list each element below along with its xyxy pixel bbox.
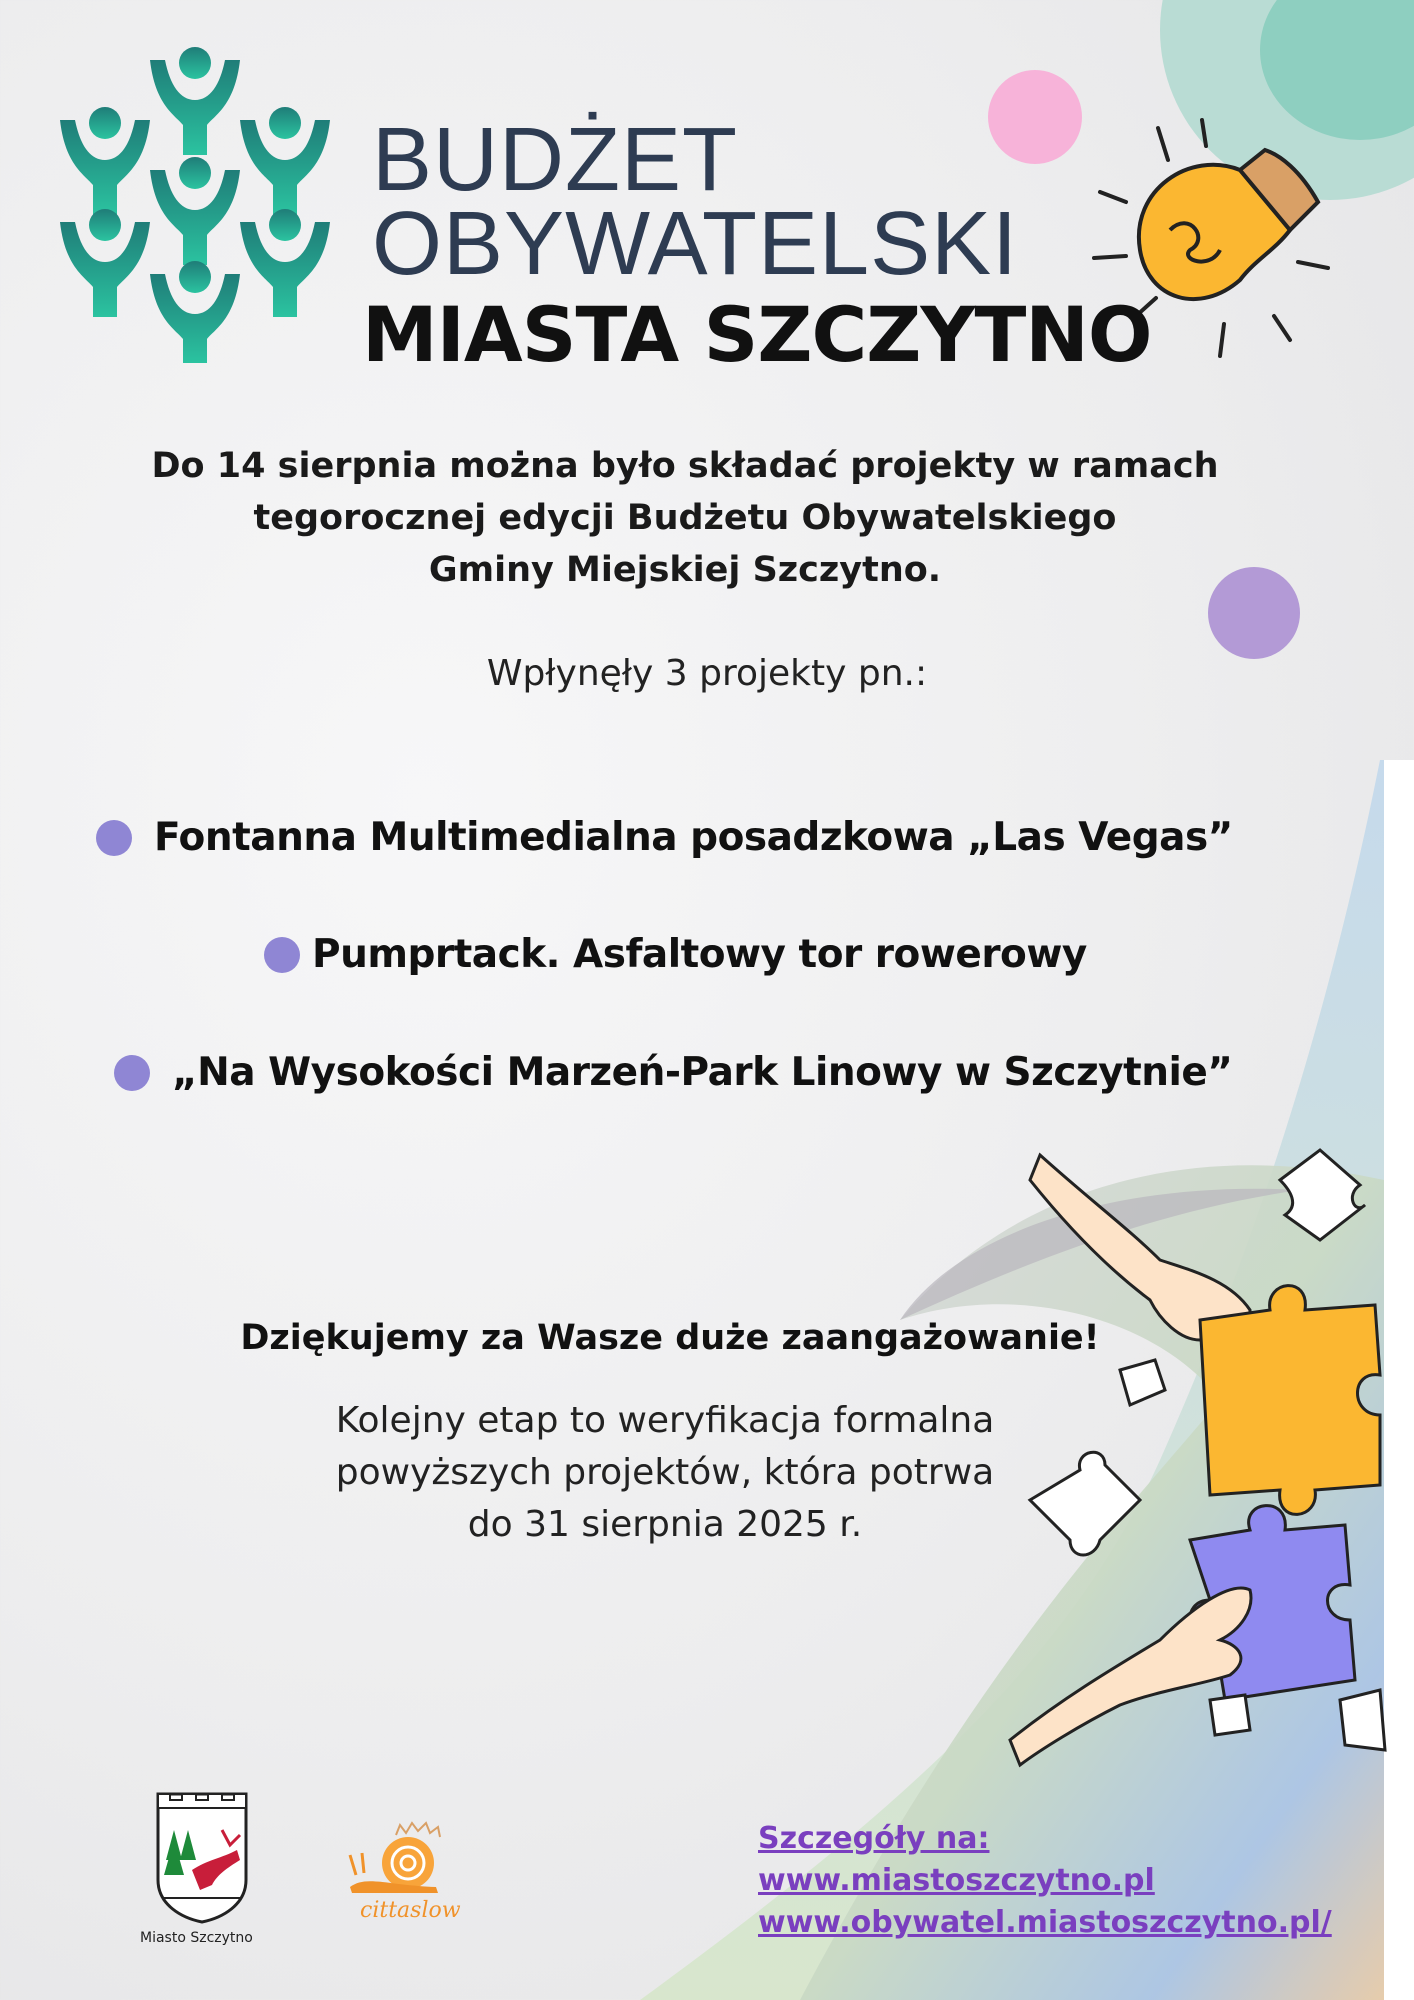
- details-links: [758, 1818, 1332, 1944]
- citizens-budget-logo-icon: [55, 45, 335, 365]
- intro-paragraph: [100, 440, 1270, 596]
- project-item: [96, 815, 1233, 860]
- title-line-1: BUDŻET: [372, 110, 738, 210]
- thanks-message: Dziękujemy za Wasze duże zaangażowanie!: [240, 1318, 1100, 1358]
- cittaslow-snail-logo: [346, 1815, 462, 1900]
- project-title: Pumprtack. Asfaltowy tor rowerowy: [312, 932, 1087, 977]
- szczytno-crest-logo: [152, 1790, 252, 1925]
- project-title: Fontanna Multimedialna posadzkowa „Las Vegas”: [154, 815, 1233, 860]
- bullet-dot-icon: [264, 937, 300, 973]
- project-title: „Na Wysokości Marzeń-Park Linowy w Szczytnie”: [172, 1050, 1233, 1095]
- bullet-dot-icon: [114, 1055, 150, 1091]
- intro-line-2: tegorocznej edycji Budżetu Obywatelskiego: [253, 498, 1117, 538]
- project-item: [114, 1050, 1232, 1095]
- intro-line-1: Do 14 sierpnia można było składać projekty w ramach: [151, 446, 1219, 486]
- crest-caption: Miasto Szczytno: [140, 1930, 253, 1946]
- project-item: [264, 932, 1087, 977]
- title-budzet-obywatelski: [372, 110, 1019, 294]
- intro-line-3: Gminy Miejskiej Szczytno.: [428, 550, 942, 590]
- link-miastoszczytno[interactable]: www.miastoszczytno.pl: [758, 1863, 1155, 1898]
- details-label: Szczegóły na:: [758, 1821, 990, 1856]
- bullet-dot-icon: [96, 820, 132, 856]
- next-step-paragraph: [260, 1395, 1070, 1551]
- next-step-line-1: Kolejny etap to weryfikacja formalna: [335, 1400, 995, 1441]
- next-step-line-3: do 31 sierpnia 2025 r.: [467, 1504, 863, 1545]
- projects-heading: Wpłynęły 3 projekty pn.:: [486, 653, 928, 694]
- next-step-line-2: powyższych projektów, która potrwa: [335, 1452, 995, 1493]
- title-line-2: OBYWATELSKI: [372, 194, 1019, 294]
- title-miasta-szczytno: MIASTA SZCZYTNO: [362, 290, 1152, 379]
- link-obywatel-miastoszczytno[interactable]: www.obywatel.miastoszczytno.pl/: [758, 1905, 1332, 1940]
- cittaslow-caption: cittaslow: [360, 1898, 461, 1923]
